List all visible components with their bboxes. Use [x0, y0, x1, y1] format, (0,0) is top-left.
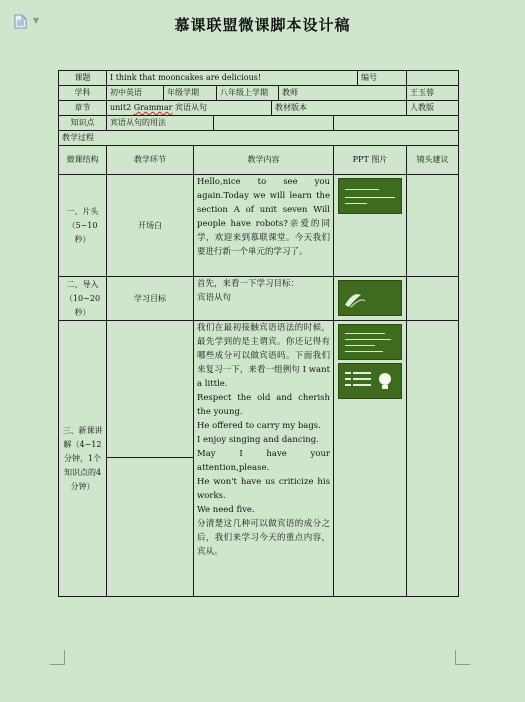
row-step [107, 321, 194, 597]
knowledge-row [59, 116, 459, 131]
page-corner-mark [455, 650, 470, 665]
knowledge-label: 知识点 [59, 116, 107, 131]
row-ppt [334, 321, 407, 597]
grade-label: 年级学期 [163, 86, 216, 100]
row-camera[interactable] [407, 175, 459, 277]
edition-value[interactable]: 人教版 [407, 101, 459, 116]
number-label: 编号 [357, 71, 406, 85]
ppt-thumbnail[interactable] [338, 324, 402, 360]
header-ppt: PPT 图片 [334, 146, 407, 175]
row-camera[interactable] [407, 321, 459, 597]
table-row [59, 277, 459, 321]
chapter-row [59, 101, 459, 116]
subject-value[interactable]: 初中英语 [110, 88, 142, 97]
row-ppt [334, 175, 407, 277]
ppt-thumbnail[interactable] [338, 280, 402, 316]
subject-row [59, 86, 459, 101]
process-row [59, 131, 459, 146]
header-camera: 镜头建议 [407, 146, 459, 175]
ppt-thumbnail[interactable] [338, 178, 402, 214]
row-structure: 一、片头（5~10秒） [59, 175, 107, 277]
number-value[interactable] [407, 71, 459, 86]
header-structure: 微课结构 [59, 146, 107, 175]
process-label: 教学过程 [59, 131, 459, 146]
ppt-thumbnail[interactable] [338, 363, 402, 399]
page-corner-mark [50, 650, 65, 665]
row-content[interactable]: 我们在最初接触宾语语法的时候，最先学到的是主谓宾。你还记得有哪些成分可以做宾语吗。下面我们来复习一下，来看一组例句 I want a little. Respect the old and cherish the young. He offered to carry my bags. I enjoy singing and dancing. May I have your attention,please. He won't have us criticize his works. We need five. 分清楚这几种可以做宾语的成分之后，我们来学习今天的重点内容，宾从。 [194, 321, 334, 597]
subject-label: 学科 [59, 86, 107, 101]
chevron-down-icon[interactable]: ▼ [33, 16, 40, 25]
chapter-label: 章节 [59, 101, 107, 116]
teacher-label: 教师 [278, 86, 406, 100]
table-row [59, 321, 459, 597]
table-row [59, 175, 459, 277]
row-content[interactable]: Hello,nice to see you again.Today we will learn the section A of unit seven Will people have robots?亲爱的同学，欢迎来到慕联课堂。今天我们要进行新一个单元的学习了。 [194, 175, 334, 277]
header-step: 教学环节 [107, 146, 194, 175]
script-table [58, 70, 459, 597]
page-title: 慕课联盟微课脚本设计稿 [174, 16, 351, 34]
topic-label: 课题 [59, 71, 107, 86]
row-content[interactable]: 首先，来看一下学习目标： 宾语从句 [194, 277, 334, 321]
topic-value[interactable]: I think that mooncakes are delicious! [110, 73, 262, 82]
row-step: 开场白 [107, 175, 194, 277]
knowledge-value[interactable]: 宾语从句的用法 [110, 118, 166, 127]
row-step: 学习目标 [107, 277, 194, 321]
row-structure: 二、导入（10~20秒） [59, 277, 107, 321]
chapter-value[interactable]: unit2 Grammar 宾语从句 [110, 103, 208, 112]
teacher-value[interactable]: 王玉蓉 [407, 86, 459, 101]
row-camera[interactable] [407, 277, 459, 321]
row-ppt [334, 277, 407, 321]
topic-row [59, 71, 459, 86]
row-structure: 三、新课讲解（4~12分钟，1个知识点的4分钟） [59, 321, 107, 597]
header-content: 教学内容 [194, 146, 334, 175]
edition-label: 教材版本 [271, 101, 406, 115]
table-header [59, 146, 459, 175]
grade-value[interactable]: 八年级上学期 [216, 86, 278, 100]
